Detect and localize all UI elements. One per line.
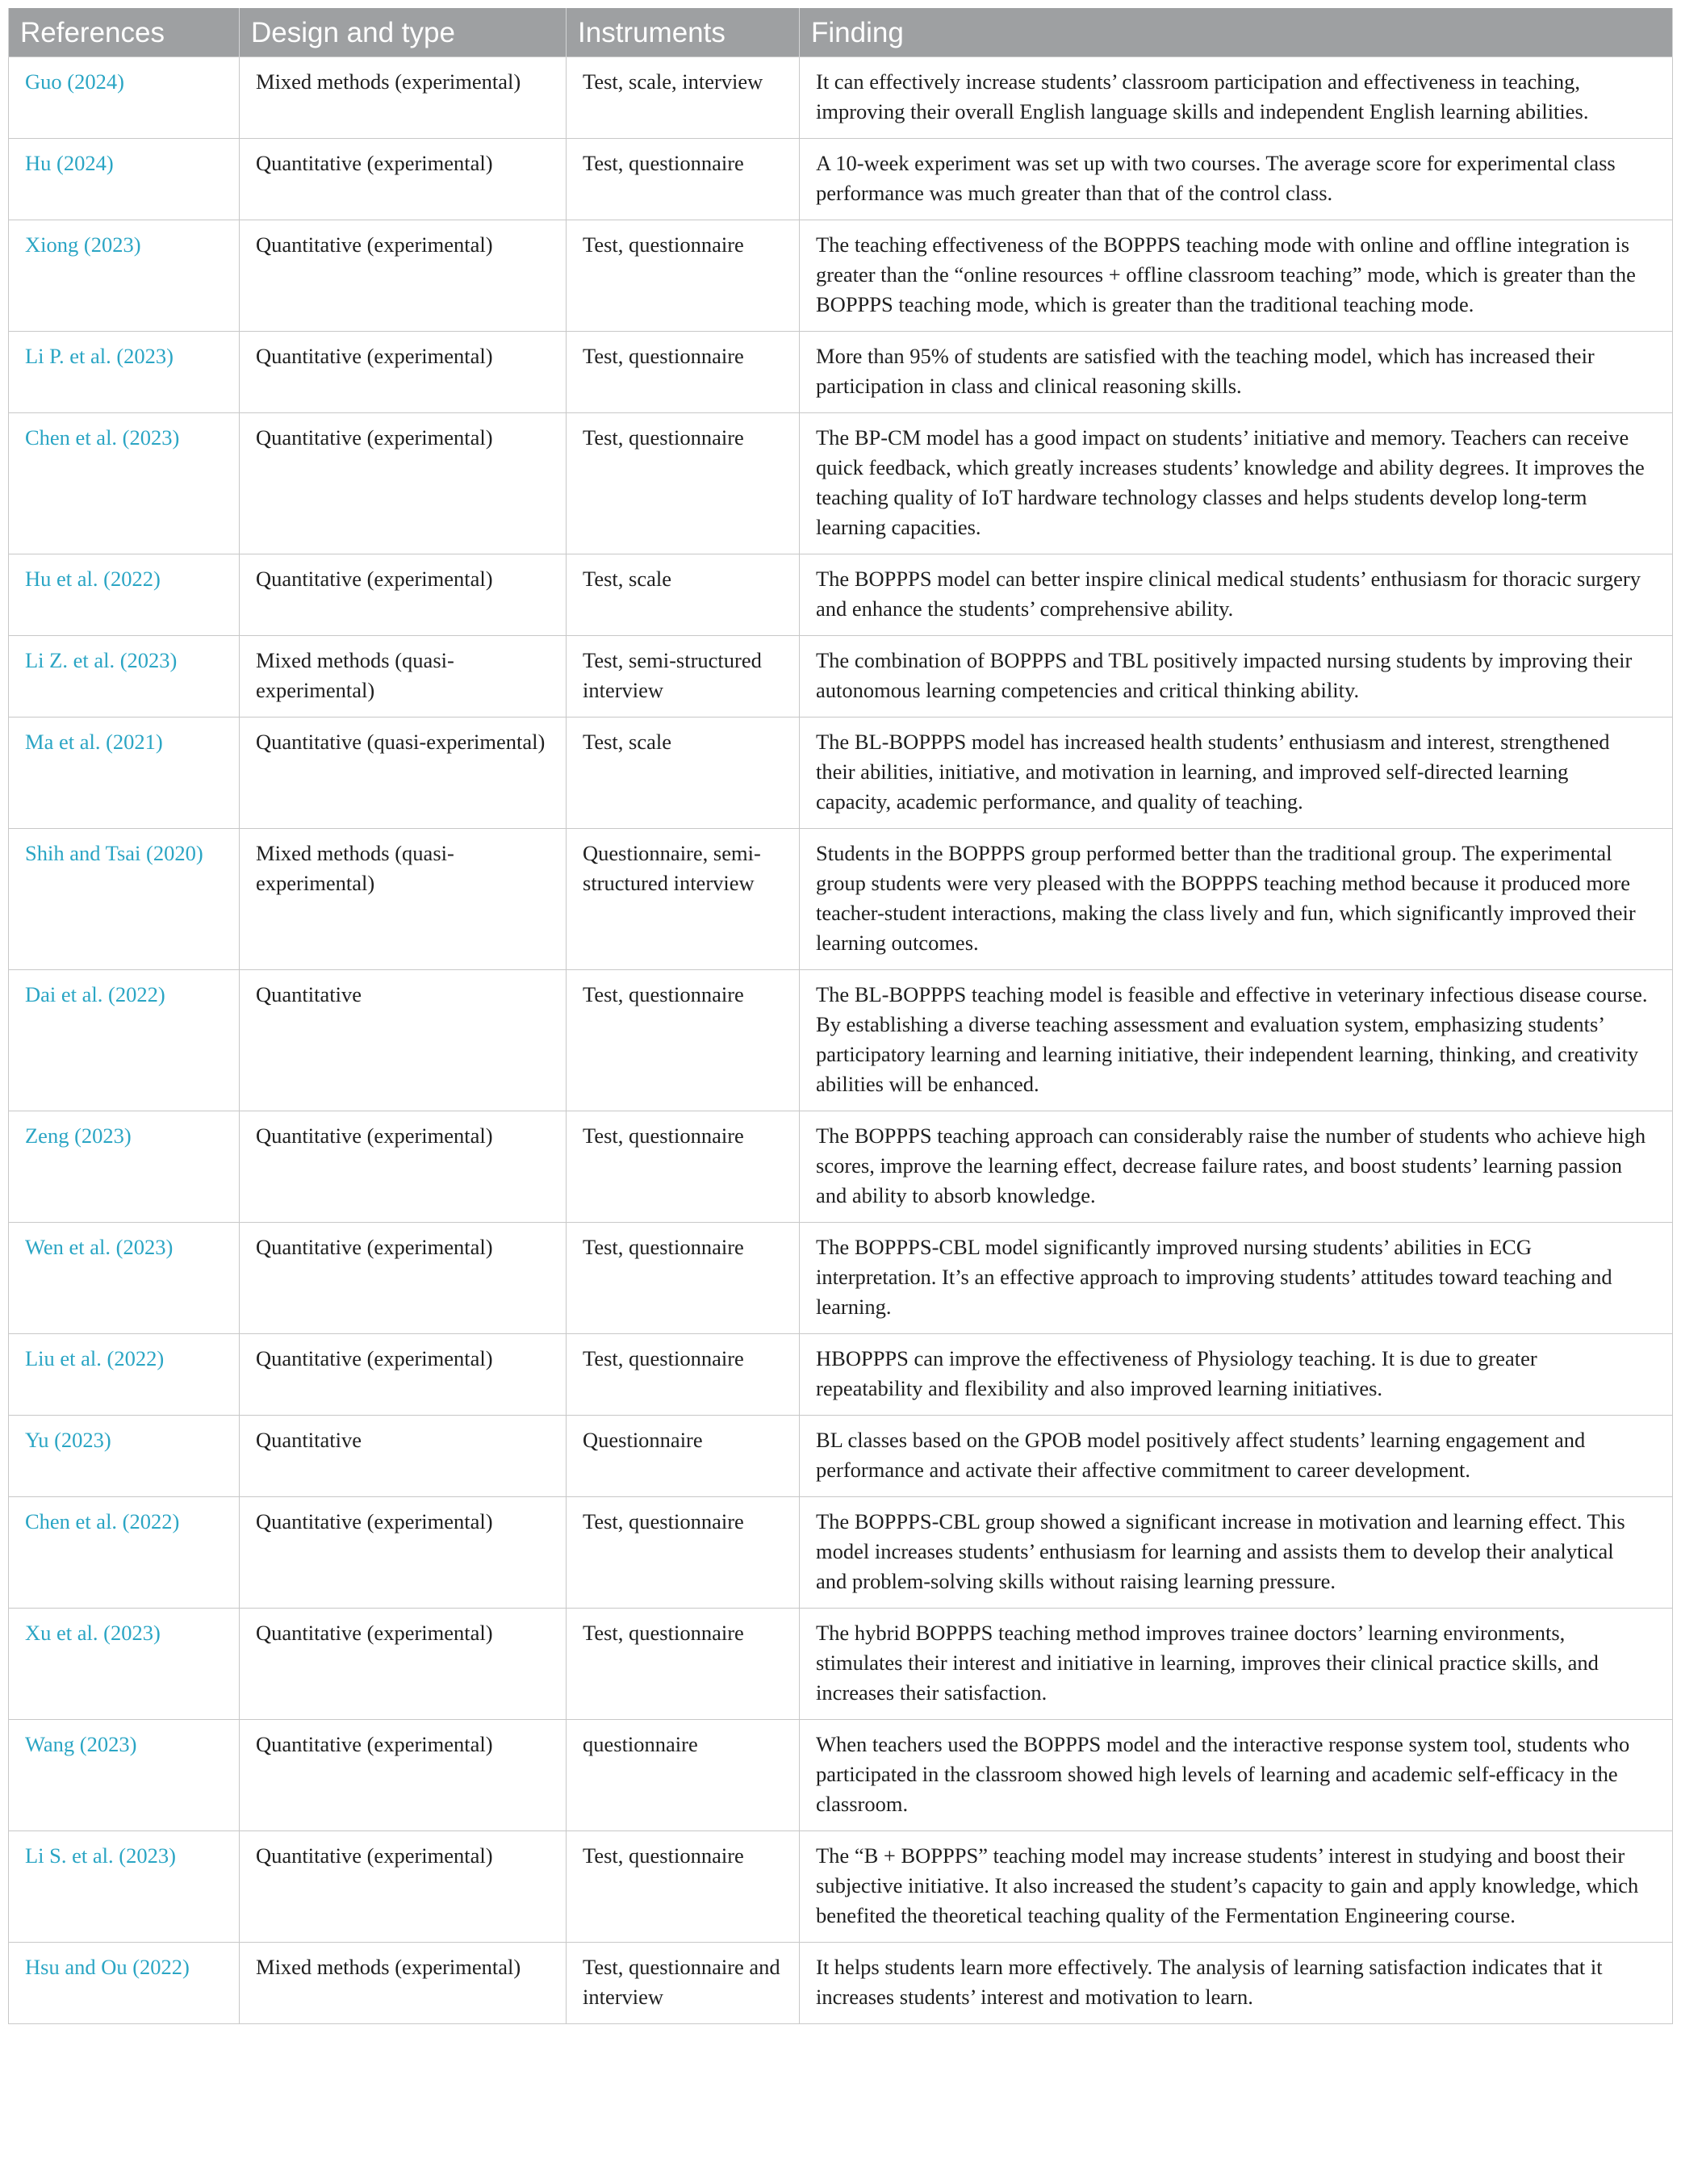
instruments-cell: Test, semi-structured interview — [567, 636, 800, 718]
instruments-cell: Test, scale — [567, 554, 800, 636]
reference-link[interactable]: Liu et al. (2022) — [9, 1334, 240, 1416]
instruments-cell: Test, questionnaire — [567, 1609, 800, 1720]
instruments-cell: Test, questionnaire — [567, 139, 800, 220]
finding-cell: The BP-CM model has a good impact on students’ initiative and memory. Teachers can receive quick feedback, which greatly increases students’ knowledge and ability degrees. It improves the teaching quality of IoT hardware technology classes and helps students develop long-term learning capacities. — [800, 413, 1673, 554]
studies-table — [8, 8, 1673, 2024]
instruments-cell: Test, questionnaire — [567, 1831, 800, 1943]
design-type-cell: Quantitative (experimental) — [240, 1223, 567, 1334]
design-type-cell: Quantitative (experimental) — [240, 1831, 567, 1943]
reference-link[interactable]: Shih and Tsai (2020) — [9, 829, 240, 970]
reference-link[interactable]: Wen et al. (2023) — [9, 1223, 240, 1334]
table-body — [9, 57, 1673, 2024]
reference-link[interactable]: Yu (2023) — [9, 1416, 240, 1497]
finding-cell: Students in the BOPPPS group performed better than the traditional group. The experimental group students were very pleased with the BOPPPS teaching method because it produced more teacher-student interactions, making the class lively and fun, which significantly improved their learning outcomes. — [800, 829, 1673, 970]
instruments-cell: Test, scale — [567, 718, 800, 829]
finding-cell: It helps students learn more effectively. The analysis of learning satisfaction indicates that it increases students’ interest and motivation to learn. — [800, 1943, 1673, 2024]
design-type-cell: Quantitative (experimental) — [240, 139, 567, 220]
finding-cell: The BOPPPS-CBL group showed a significant increase in motivation and learning effect. This model increases students’ enthusiasm for learning and assists them to develop their analytical and problem-solving skills without raising learning pressure. — [800, 1497, 1673, 1609]
finding-cell: When teachers used the BOPPPS model and the interactive response system tool, students who participated in the classroom showed high levels of learning and academic self-efficacy in the classroom. — [800, 1720, 1673, 1831]
instruments-cell: Questionnaire, semi-structured interview — [567, 829, 800, 970]
design-type-cell: Quantitative (experimental) — [240, 220, 567, 332]
table-row — [9, 139, 1673, 220]
table-row — [9, 57, 1673, 139]
table-row — [9, 1831, 1673, 1943]
header-finding: Finding — [800, 8, 1673, 57]
finding-cell: The BOPPPS-CBL model significantly improved nursing students’ abilities in ECG interpretation. It’s an effective approach to improving students’ attitudes toward teaching and learning. — [800, 1223, 1673, 1334]
reference-link[interactable]: Chen et al. (2022) — [9, 1497, 240, 1609]
design-type-cell: Mixed methods (quasi-experimental) — [240, 636, 567, 718]
table-row — [9, 1334, 1673, 1416]
design-type-cell: Quantitative (experimental) — [240, 1609, 567, 1720]
design-type-cell: Quantitative (quasi-experimental) — [240, 718, 567, 829]
finding-cell: The teaching effectiveness of the BOPPPS teaching mode with online and offline integration is greater than the “online resources + offline classroom teaching” mode, which is greater than the BOPPPS teaching mode, which is greater than the traditional teaching mode. — [800, 220, 1673, 332]
table-row — [9, 1720, 1673, 1831]
finding-cell: The combination of BOPPPS and TBL positively impacted nursing students by improving their autonomous learning competencies and critical thinking ability. — [800, 636, 1673, 718]
table-row — [9, 1609, 1673, 1720]
instruments-cell: Test, questionnaire — [567, 332, 800, 413]
instruments-cell: Test, questionnaire — [567, 1111, 800, 1223]
design-type-cell: Quantitative (experimental) — [240, 554, 567, 636]
reference-link[interactable]: Li S. et al. (2023) — [9, 1831, 240, 1943]
instruments-cell: Test, questionnaire — [567, 220, 800, 332]
design-type-cell: Mixed methods (experimental) — [240, 57, 567, 139]
table-row — [9, 1111, 1673, 1223]
design-type-cell: Mixed methods (quasi-experimental) — [240, 829, 567, 970]
instruments-cell: Test, scale, interview — [567, 57, 800, 139]
reference-link[interactable]: Xiong (2023) — [9, 220, 240, 332]
instruments-cell: Questionnaire — [567, 1416, 800, 1497]
reference-link[interactable]: Hu et al. (2022) — [9, 554, 240, 636]
finding-cell: The BL-BOPPPS model has increased health students’ enthusiasm and interest, strengthened their abilities, initiative, and motivation in learning, and improved self-directed learning capacity, academic performance, and quality of teaching. — [800, 718, 1673, 829]
finding-cell: BL classes based on the GPOB model positively affect students’ learning engagement and performance and activate their affective commitment to career development. — [800, 1416, 1673, 1497]
header-row — [9, 8, 1673, 57]
design-type-cell: Quantitative (experimental) — [240, 1334, 567, 1416]
reference-link[interactable]: Chen et al. (2023) — [9, 413, 240, 554]
design-type-cell: Quantitative (experimental) — [240, 1720, 567, 1831]
finding-cell: The BOPPPS model can better inspire clinical medical students’ enthusiasm for thoracic surgery and enhance the students’ comprehensive ability. — [800, 554, 1673, 636]
design-type-cell: Quantitative — [240, 970, 567, 1111]
finding-cell: It can effectively increase students’ classroom participation and effectiveness in teaching, improving their overall English language skills and independent English learning abilities. — [800, 57, 1673, 139]
reference-link[interactable]: Dai et al. (2022) — [9, 970, 240, 1111]
table-row — [9, 1497, 1673, 1609]
reference-link[interactable]: Wang (2023) — [9, 1720, 240, 1831]
instruments-cell: Test, questionnaire — [567, 1223, 800, 1334]
reference-link[interactable]: Guo (2024) — [9, 57, 240, 139]
reference-link[interactable]: Hsu and Ou (2022) — [9, 1943, 240, 2024]
instruments-cell: Test, questionnaire and interview — [567, 1943, 800, 2024]
table-header — [9, 8, 1673, 57]
finding-cell: HBOPPPS can improve the effectiveness of Physiology teaching. It is due to greater repeatability and flexibility and also improved learning initiatives. — [800, 1334, 1673, 1416]
finding-cell: The hybrid BOPPPS teaching method improves trainee doctors’ learning environments, stimulates their interest and initiative in learning, improves their clinical practice skills, and increases their satisfaction. — [800, 1609, 1673, 1720]
finding-cell: The BL-BOPPPS teaching model is feasible and effective in veterinary infectious disease course. By establishing a diverse teaching assessment and evaluation system, emphasizing students’ participatory learning and learning initiative, their independent learning, thinking, and creativity abilities will be enhanced. — [800, 970, 1673, 1111]
instruments-cell: Test, questionnaire — [567, 970, 800, 1111]
design-type-cell: Mixed methods (experimental) — [240, 1943, 567, 2024]
instruments-cell: questionnaire — [567, 1720, 800, 1831]
design-type-cell: Quantitative (experimental) — [240, 332, 567, 413]
reference-link[interactable]: Hu (2024) — [9, 139, 240, 220]
table-row — [9, 1223, 1673, 1334]
table-row — [9, 718, 1673, 829]
reference-link[interactable]: Xu et al. (2023) — [9, 1609, 240, 1720]
design-type-cell: Quantitative (experimental) — [240, 413, 567, 554]
table-row — [9, 636, 1673, 718]
table-row — [9, 332, 1673, 413]
design-type-cell: Quantitative (experimental) — [240, 1497, 567, 1609]
finding-cell: The BOPPPS teaching approach can considerably raise the number of students who achieve high scores, improve the learning effect, decrease failure rates, and boost students’ learning passion and ability to absorb knowledge. — [800, 1111, 1673, 1223]
header-references: References — [9, 8, 240, 57]
finding-cell: The “B + BOPPPS” teaching model may increase students’ interest in studying and boost their subjective initiative. It also increased the student’s capacity to gain and apply knowledge, which benefited the theoretical teaching quality of the Fermentation Engineering course. — [800, 1831, 1673, 1943]
reference-link[interactable]: Zeng (2023) — [9, 1111, 240, 1223]
reference-link[interactable]: Li P. et al. (2023) — [9, 332, 240, 413]
table-row — [9, 220, 1673, 332]
table-row — [9, 1416, 1673, 1497]
finding-cell: More than 95% of students are satisfied with the teaching model, which has increased their participation in class and clinical reasoning skills. — [800, 332, 1673, 413]
design-type-cell: Quantitative (experimental) — [240, 1111, 567, 1223]
finding-cell: A 10-week experiment was set up with two courses. The average score for experimental class performance was much greater than that of the control class. — [800, 139, 1673, 220]
instruments-cell: Test, questionnaire — [567, 1334, 800, 1416]
reference-link[interactable]: Li Z. et al. (2023) — [9, 636, 240, 718]
design-type-cell: Quantitative — [240, 1416, 567, 1497]
header-instruments: Instruments — [567, 8, 800, 57]
table-row — [9, 829, 1673, 970]
table-row — [9, 1943, 1673, 2024]
reference-link[interactable]: Ma et al. (2021) — [9, 718, 240, 829]
header-design-and-type: Design and type — [240, 8, 567, 57]
table-row — [9, 554, 1673, 636]
instruments-cell: Test, questionnaire — [567, 1497, 800, 1609]
table-row — [9, 413, 1673, 554]
table-row — [9, 970, 1673, 1111]
instruments-cell: Test, questionnaire — [567, 413, 800, 554]
